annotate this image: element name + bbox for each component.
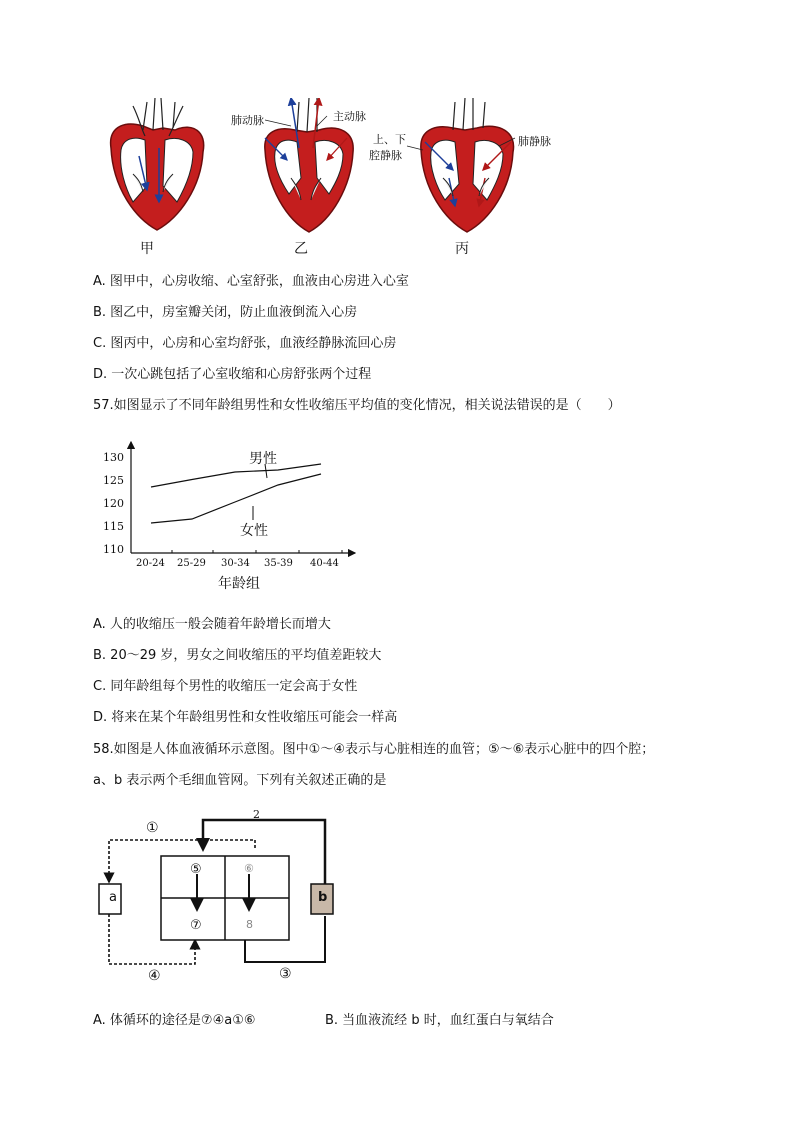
- q57-stem: 57.如图显示了不同年龄组男性和女性收缩压平均值的变化情况，相关说法错误的是（ ）: [93, 398, 621, 413]
- series-label-female: 女性: [240, 523, 268, 539]
- q58-stem-line1: 58.如图是人体血液循环示意图。图中①～④表示与心脏相连的血管；⑤～⑥表示心脏中的四个腔；: [93, 742, 655, 757]
- q56-option-c: C. 图丙中，心房和心室均舒张，血液经静脉流回心房: [93, 336, 397, 351]
- capillary-b-label: b: [318, 890, 328, 905]
- x-tick-40-44: 40-44: [310, 558, 339, 569]
- chamber-8-label: 8: [246, 918, 253, 931]
- heart-jia: [111, 98, 204, 230]
- x-tick-35-39: 35-39: [264, 558, 293, 569]
- y-tick-130: 130: [103, 451, 124, 464]
- capillary-a-label: a: [109, 890, 117, 905]
- x-tick-20-24: 20-24: [136, 558, 165, 569]
- y-tick-125: 125: [103, 474, 124, 487]
- q58-option-b: B. 当血液流经 b 时，血红蛋白与氧结合: [325, 1013, 554, 1028]
- series-line-male: [151, 464, 321, 487]
- x-axis-label: 年龄组: [218, 576, 260, 592]
- q57-option-b: B. 20～29 岁，男女之间收缩压的平均值差距较大: [93, 648, 382, 663]
- y-tick-115: 115: [103, 520, 124, 533]
- vessel-2-label: 2: [253, 808, 260, 821]
- heart-label-jia: 甲: [140, 241, 154, 257]
- annotation-vena-cava-1: 上、下: [373, 133, 406, 146]
- vessel-3-label: ③: [279, 966, 292, 982]
- annotation-pulmonary-vein: 肺静脉: [518, 135, 551, 148]
- x-tick-30-34: 30-34: [221, 558, 250, 569]
- q56-option-a: A. 图甲中，心房收缩、心室舒张，血液由心房进入心室: [93, 274, 409, 289]
- q57-option-c: C. 同年龄组每个男性的收缩压一定会高于女性: [93, 679, 358, 694]
- q58-stem-line2: a、b 表示两个毛细血管网。下列有关叙述正确的是: [93, 773, 387, 788]
- heart-label-yi: 乙: [294, 241, 308, 257]
- y-tick-110: 110: [103, 543, 124, 556]
- q57-option-d: D. 将来在某个年龄组男性和女性收缩压可能会一样高: [93, 710, 398, 725]
- q57-option-a: A. 人的收缩压一般会随着年龄增长而增大: [93, 617, 331, 632]
- q58-option-a: A. 体循环的途径是⑦④a①⑥: [93, 1013, 256, 1028]
- heart-bing: [421, 98, 514, 232]
- circulation-diagram: [95, 800, 345, 1000]
- vessel-1-label: ①: [146, 820, 159, 836]
- annotation-pulmonary-artery: 肺动脉: [231, 114, 264, 127]
- q56-option-d: D. 一次心跳包括了心室收缩和心房舒张两个过程: [93, 367, 372, 382]
- chamber-6-label: ⑥: [244, 862, 254, 875]
- series-line-female: [151, 474, 321, 523]
- annotation-aorta: 主动脉: [333, 110, 366, 123]
- heart-label-bing: 丙: [455, 241, 469, 257]
- chamber-7-label: ⑦: [190, 918, 202, 933]
- q56-option-b: B. 图乙中，房室瓣关闭，防止血液倒流入心房: [93, 305, 358, 320]
- chamber-5-label: ⑤: [190, 862, 202, 877]
- y-tick-120: 120: [103, 497, 124, 510]
- annotation-vena-cava-2: 腔静脉: [369, 149, 402, 162]
- vessel-4-label: ④: [148, 968, 161, 984]
- circulation-svg: [95, 800, 345, 1000]
- series-label-male: 男性: [249, 451, 277, 467]
- x-tick-25-29: 25-29: [177, 558, 206, 569]
